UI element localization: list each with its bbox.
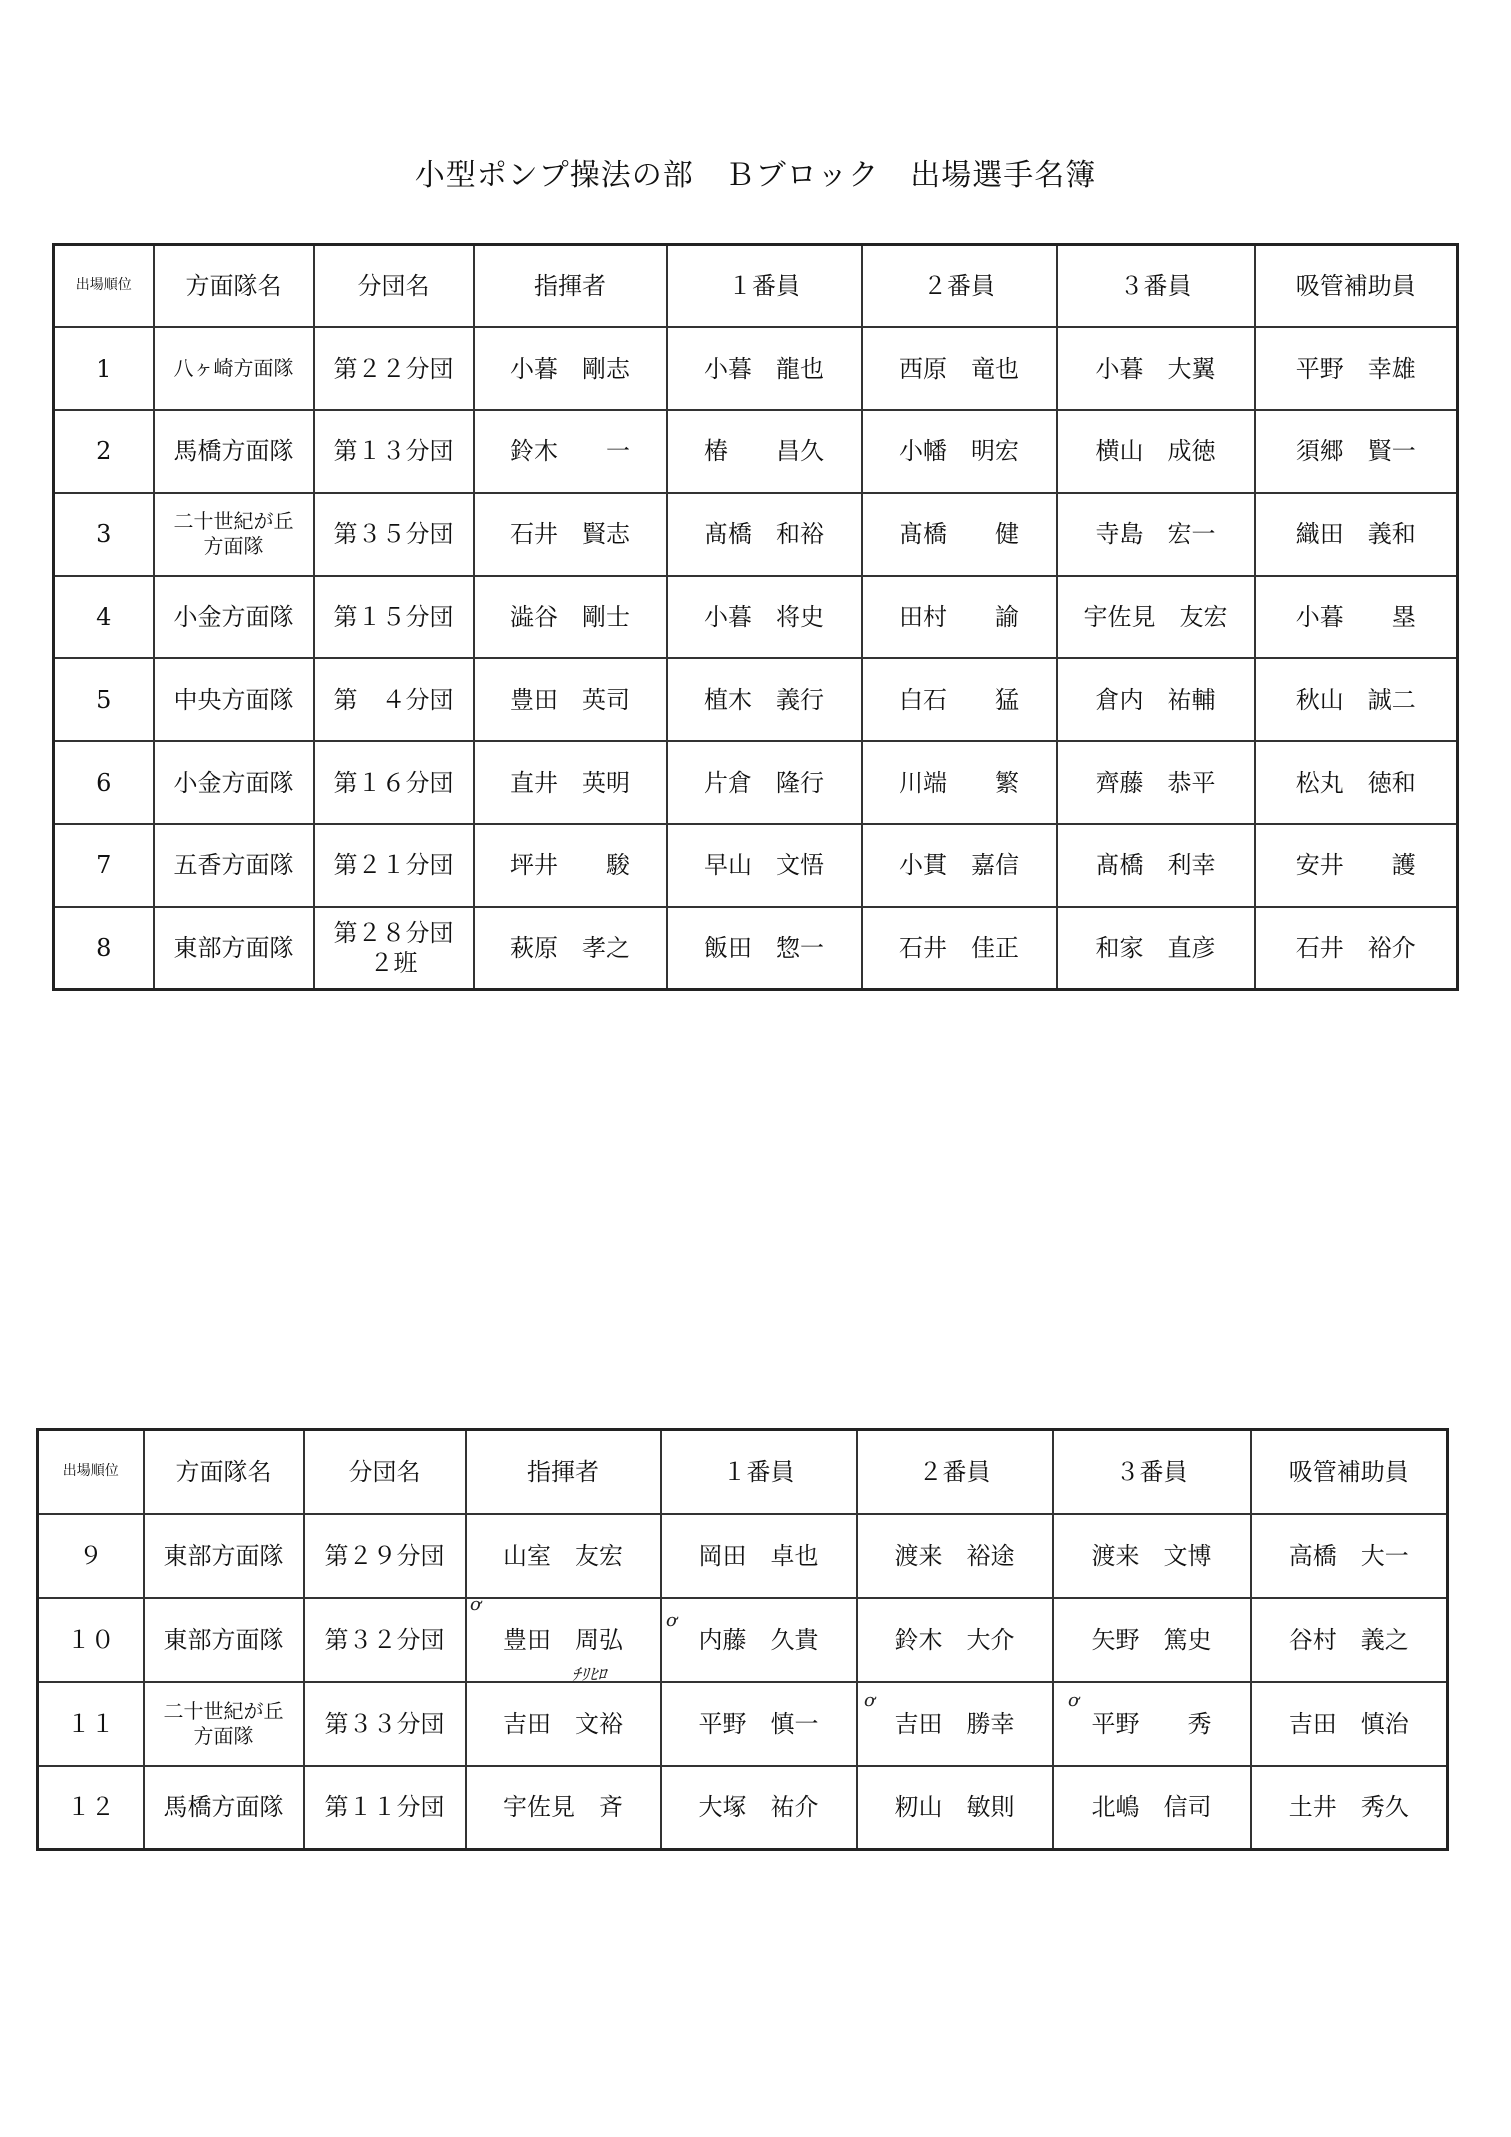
header-cell: 指揮者 — [466, 1430, 661, 1514]
handwritten-note: ﾁﾘﾋﾛ — [572, 1665, 606, 1685]
suction-assistant-cell: 石井 裕介 — [1255, 907, 1458, 990]
suction-assistant-cell: 須郷 賢一 — [1255, 410, 1458, 493]
area-team-cell: 馬橋方面隊 — [154, 410, 314, 493]
unit-cell: 第２９分団 — [304, 1514, 466, 1598]
member2-cell: 白石 猛 — [862, 658, 1057, 741]
commander-cell: 澁谷 剛士 — [474, 576, 667, 659]
table-row — [38, 1514, 1448, 1598]
table-row — [54, 907, 1458, 990]
commander-cell: 直井 英明 — [474, 741, 667, 824]
suction-assistant-cell: 吉田 慎治 — [1251, 1682, 1448, 1766]
commander-cell: 吉田 文裕 — [466, 1682, 661, 1766]
header-cell: ３番員 — [1057, 245, 1255, 328]
suction-assistant-cell: 平野 幸雄 — [1255, 327, 1458, 410]
header-cell: ２番員 — [862, 245, 1057, 328]
table-row — [54, 658, 1458, 741]
member3-cell: 寺島 宏一 — [1057, 493, 1255, 576]
area-team-cell: 東部方面隊 — [144, 1598, 304, 1682]
suction-assistant-cell: 松丸 徳和 — [1255, 741, 1458, 824]
order-cell: 1 — [54, 327, 154, 410]
member3-cell: 宇佐見 友宏 — [1057, 576, 1255, 659]
area-team-cell: 二十世紀が丘 方面隊 — [154, 493, 314, 576]
order-cell: 6 — [54, 741, 154, 824]
member2-cell: 西原 竜也 — [862, 327, 1057, 410]
member1-cell: 大塚 祐介 — [661, 1766, 857, 1850]
member1-cell: 小暮 龍也 — [667, 327, 862, 410]
member2-cell: 鈴木 大介 — [857, 1598, 1053, 1682]
table-row — [54, 493, 1458, 576]
commander-cell: 豊田 英司 — [474, 658, 667, 741]
unit-cell: 第３２分団 — [304, 1598, 466, 1682]
table-row — [54, 741, 1458, 824]
unit-cell: 第１６分団 — [314, 741, 474, 824]
member3-cell: 横山 成徳 — [1057, 410, 1255, 493]
member2-cell: 田村 諭 — [862, 576, 1057, 659]
table-row — [38, 1598, 1448, 1682]
roster-table-upper — [52, 243, 1459, 991]
order-cell: １２ — [38, 1766, 144, 1850]
area-team-cell: 中央方面隊 — [154, 658, 314, 741]
table-row — [38, 1766, 1448, 1850]
member1-cell: 椿 昌久 — [667, 410, 862, 493]
suction-assistant-cell: 谷村 義之 — [1251, 1598, 1448, 1682]
header-row — [54, 245, 1458, 328]
order-cell: ９ — [38, 1514, 144, 1598]
suction-assistant-cell: 小暮 塁 — [1255, 576, 1458, 659]
area-team-cell: 東部方面隊 — [144, 1514, 304, 1598]
member1-cell: 片倉 隆行 — [667, 741, 862, 824]
header-cell: 方面隊名 — [144, 1430, 304, 1514]
header-cell: ３番員 — [1053, 1430, 1251, 1514]
header-cell: 吸管補助員 — [1255, 245, 1458, 328]
member3-cell: 北嶋 信司 — [1053, 1766, 1251, 1850]
unit-cell: 第 ４分団 — [314, 658, 474, 741]
member3-cell: 和家 直彦 — [1057, 907, 1255, 990]
member1-cell: 小暮 将史 — [667, 576, 862, 659]
header-row — [38, 1430, 1448, 1514]
check-mark-icon: ơ — [666, 1610, 677, 1631]
header-cell: 指揮者 — [474, 245, 667, 328]
header-cell: １番員 — [667, 245, 862, 328]
area-team-cell: 五香方面隊 — [154, 824, 314, 907]
suction-assistant-cell: 高橋 大一 — [1251, 1514, 1448, 1598]
order-cell: 5 — [54, 658, 154, 741]
commander-cell: 萩原 孝之 — [474, 907, 667, 990]
unit-cell: 第１３分団 — [314, 410, 474, 493]
order-cell: 8 — [54, 907, 154, 990]
area-team-cell: 小金方面隊 — [154, 741, 314, 824]
member2-cell: 籾山 敏則 — [857, 1766, 1053, 1850]
member3-cell: 渡来 文博 — [1053, 1514, 1251, 1598]
member1-cell: 平野 慎一 — [661, 1682, 857, 1766]
commander-cell: 豊田 周弘 — [466, 1598, 661, 1682]
suction-assistant-cell: 秋山 誠二 — [1255, 658, 1458, 741]
unit-cell: 第３５分団 — [314, 493, 474, 576]
suction-assistant-cell: 織田 義和 — [1255, 493, 1458, 576]
area-team-cell: 二十世紀が丘 方面隊 — [144, 1682, 304, 1766]
check-mark-icon: ơ — [470, 1594, 481, 1615]
unit-cell: 第２８分団 ２班 — [314, 907, 474, 990]
member1-cell: 早山 文悟 — [667, 824, 862, 907]
member3-cell: 齊藤 恭平 — [1057, 741, 1255, 824]
member3-cell: 小暮 大翼 — [1057, 327, 1255, 410]
header-cell: 出場順位 — [54, 245, 154, 328]
commander-cell: 山室 友宏 — [466, 1514, 661, 1598]
member3-cell: 髙橋 利幸 — [1057, 824, 1255, 907]
suction-assistant-cell: 土井 秀久 — [1251, 1766, 1448, 1850]
order-cell: 4 — [54, 576, 154, 659]
unit-cell: 第１１分団 — [304, 1766, 466, 1850]
member1-cell: 飯田 惣一 — [667, 907, 862, 990]
header-cell: １番員 — [661, 1430, 857, 1514]
document-title: 小型ポンプ操法の部 Ｂブロック 出場選手名簿 — [414, 158, 1097, 193]
member2-cell: 小貫 嘉信 — [862, 824, 1057, 907]
area-team-cell: 東部方面隊 — [154, 907, 314, 990]
unit-cell: 第２２分団 — [314, 327, 474, 410]
header-cell: 分団名 — [314, 245, 474, 328]
commander-cell: 小暮 剛志 — [474, 327, 667, 410]
area-team-cell: 小金方面隊 — [154, 576, 314, 659]
table-row — [38, 1682, 1448, 1766]
table-row — [54, 327, 1458, 410]
area-team-cell: 馬橋方面隊 — [144, 1766, 304, 1850]
header-cell: 方面隊名 — [154, 245, 314, 328]
member1-cell: 植木 義行 — [667, 658, 862, 741]
table-row — [54, 824, 1458, 907]
table-row — [54, 576, 1458, 659]
member3-cell: 矢野 篤史 — [1053, 1598, 1251, 1682]
order-cell: 2 — [54, 410, 154, 493]
commander-cell: 坪井 駿 — [474, 824, 667, 907]
header-cell: 分団名 — [304, 1430, 466, 1514]
order-cell: １０ — [38, 1598, 144, 1682]
unit-cell: 第３３分団 — [304, 1682, 466, 1766]
commander-cell: 宇佐見 斉 — [466, 1766, 661, 1850]
table-row — [54, 410, 1458, 493]
check-mark-icon: ơ — [864, 1690, 875, 1711]
member3-cell: 平野 秀 — [1053, 1682, 1251, 1766]
header-cell: ２番員 — [857, 1430, 1053, 1514]
member2-cell: 渡来 裕途 — [857, 1514, 1053, 1598]
member3-cell: 倉内 祐輔 — [1057, 658, 1255, 741]
order-cell: 7 — [54, 824, 154, 907]
member2-cell: 石井 佳正 — [862, 907, 1057, 990]
suction-assistant-cell: 安井 護 — [1255, 824, 1458, 907]
order-cell: １１ — [38, 1682, 144, 1766]
member2-cell: 川端 繁 — [862, 741, 1057, 824]
member1-cell: 内藤 久貴 — [661, 1598, 857, 1682]
commander-cell: 石井 賢志 — [474, 493, 667, 576]
unit-cell: 第２１分団 — [314, 824, 474, 907]
unit-cell: 第１５分団 — [314, 576, 474, 659]
member1-cell: 岡田 卓也 — [661, 1514, 857, 1598]
member1-cell: 髙橋 和裕 — [667, 493, 862, 576]
member2-cell: 小幡 明宏 — [862, 410, 1057, 493]
check-mark-icon: ơ — [1068, 1690, 1079, 1711]
roster-table-lower — [36, 1428, 1449, 1851]
area-team-cell: 八ヶ崎方面隊 — [154, 327, 314, 410]
commander-cell: 鈴木 一 — [474, 410, 667, 493]
order-cell: 3 — [54, 493, 154, 576]
member2-cell: 髙橋 健 — [862, 493, 1057, 576]
header-cell: 出場順位 — [38, 1430, 144, 1514]
member2-cell: 吉田 勝幸 — [857, 1682, 1053, 1766]
header-cell: 吸管補助員 — [1251, 1430, 1448, 1514]
